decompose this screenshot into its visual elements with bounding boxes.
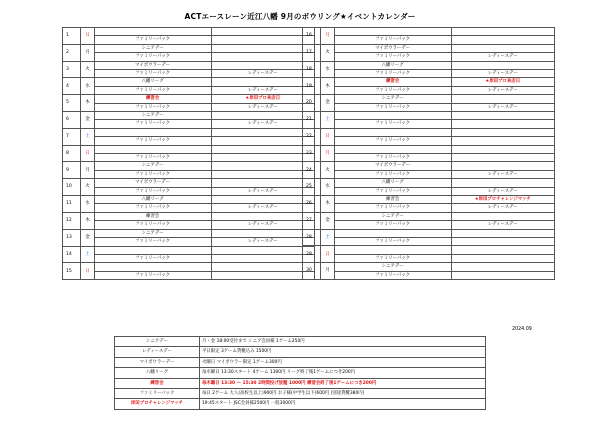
day-number: 27 <box>303 212 321 229</box>
weekday: 月 <box>321 28 334 45</box>
event-cell <box>334 229 451 237</box>
event-cell <box>211 78 314 86</box>
event-cell: レディースデー <box>451 53 554 61</box>
event-cell <box>211 137 314 145</box>
event-cell: ★岸田プロ来店日 <box>451 78 554 86</box>
calendar-row <box>63 120 315 128</box>
weekday: 水 <box>321 61 334 78</box>
event-cell <box>211 61 314 69</box>
weekday: 日 <box>81 145 94 162</box>
weekday: 火 <box>321 44 334 61</box>
legend-label: シニアデー <box>115 337 200 347</box>
event-cell <box>334 145 451 153</box>
event-cell <box>211 229 314 237</box>
legend-label: 八幡リーグ <box>115 368 200 378</box>
event-cell <box>451 61 554 69</box>
calendar-row <box>63 61 315 69</box>
event-cell: シニアデー <box>334 263 451 271</box>
day-number: 11 <box>63 196 81 213</box>
day-number: 23 <box>303 145 321 162</box>
event-cell <box>211 53 314 61</box>
event-cell <box>211 36 314 44</box>
event-cell: ファミリーパック <box>94 221 211 229</box>
event-cell <box>211 263 314 271</box>
day-number: 30 <box>303 263 321 280</box>
calendar-row <box>63 238 315 246</box>
day-number: 17 <box>303 44 321 61</box>
day-number: 26 <box>303 196 321 213</box>
event-cell: ファミリーパック <box>334 254 451 262</box>
weekday: 金 <box>321 95 334 112</box>
day-number: 6 <box>63 112 81 129</box>
event-cell <box>451 137 554 145</box>
weekday: 木 <box>321 196 334 213</box>
calendar-row <box>63 36 315 44</box>
event-cell <box>451 120 554 128</box>
legend-row <box>115 347 486 357</box>
calendar-row <box>63 103 315 111</box>
weekday: 火 <box>81 61 94 78</box>
calendar-row <box>63 254 315 262</box>
calendar-row <box>63 154 315 162</box>
day-number: 13 <box>63 229 81 246</box>
event-cell <box>211 246 314 254</box>
event-cell <box>211 179 314 187</box>
event-cell: ファミリーパック <box>94 103 211 111</box>
event-cell: ファミリーパック <box>94 86 211 94</box>
event-cell: レディースデー <box>211 238 314 246</box>
event-cell <box>211 154 314 162</box>
event-cell: シニアデー <box>94 112 211 120</box>
event-cell <box>451 28 554 36</box>
event-cell: レディースデー <box>211 221 314 229</box>
legend-table <box>114 336 486 410</box>
event-cell: ファミリーパック <box>334 36 451 44</box>
event-cell: シニアデー <box>94 229 211 237</box>
calendar-row <box>63 28 315 36</box>
event-cell: ファミリーパック <box>94 204 211 212</box>
event-cell: ファミリーパック <box>334 120 451 128</box>
legend-description: 平日限定 3ゲーム貸靴込み 1500円 <box>200 347 486 357</box>
event-cell: ファミリーパック <box>94 53 211 61</box>
calendar-row <box>63 187 315 195</box>
calendar-row <box>303 254 555 262</box>
calendar-row <box>63 204 315 212</box>
day-number: 5 <box>63 95 81 112</box>
event-cell <box>451 95 554 103</box>
calendar-right <box>302 27 555 280</box>
event-cell: レディースデー <box>211 70 314 78</box>
weekday: 土 <box>81 128 94 145</box>
weekday: 日 <box>81 28 94 45</box>
event-cell: ファミリーパック <box>334 271 451 279</box>
legend-description: 19:45スタート JSC会員様2500円 一般3000円 <box>200 399 486 409</box>
event-cell: ファミリーパック <box>94 120 211 128</box>
calendar-row <box>63 179 315 187</box>
weekday: 金 <box>81 229 94 246</box>
event-cell <box>211 196 314 204</box>
event-cell: 八幡リーグ <box>334 61 451 69</box>
event-cell: ファミリーパック <box>334 103 451 111</box>
year-label: 2024.09 <box>512 327 532 332</box>
event-cell <box>451 254 554 262</box>
day-number: 4 <box>63 78 81 95</box>
event-cell <box>94 28 211 36</box>
event-cell: ★岸田プロチャレンジマッチ <box>451 196 554 204</box>
legend-description: 火曜日 マイボウラー限定 1ゲーム300円 <box>200 357 486 367</box>
event-cell: ファミリーパック <box>94 170 211 178</box>
legend-row <box>115 378 486 388</box>
calendar-row <box>303 78 555 86</box>
day-number: 19 <box>303 78 321 95</box>
event-cell <box>334 128 451 136</box>
event-cell <box>334 28 451 36</box>
event-cell: マイボウラーデー <box>94 61 211 69</box>
day-number: 16 <box>303 28 321 45</box>
legend-label: レディースデー <box>115 347 200 357</box>
event-cell <box>211 162 314 170</box>
event-cell <box>451 179 554 187</box>
event-cell: ファミリーパック <box>334 53 451 61</box>
event-cell: ファミリーパック <box>334 86 451 94</box>
weekday: 月 <box>321 145 334 162</box>
event-cell <box>451 128 554 136</box>
weekday: 水 <box>81 78 94 95</box>
calendar-row <box>303 221 555 229</box>
day-number: 18 <box>303 61 321 78</box>
calendar-row <box>303 86 555 94</box>
weekday: 木 <box>81 95 94 112</box>
event-cell: ファミリーパック <box>94 271 211 279</box>
event-cell <box>211 145 314 153</box>
calendar-row <box>63 271 315 279</box>
calendar-row <box>303 145 555 153</box>
event-cell: ファミリーパック <box>334 137 451 145</box>
event-cell <box>94 246 211 254</box>
weekday: 火 <box>321 162 334 179</box>
day-number: 25 <box>303 179 321 196</box>
weekday: 木 <box>321 78 334 95</box>
event-cell <box>211 44 314 52</box>
event-cell <box>334 246 451 254</box>
calendar-row <box>303 170 555 178</box>
day-number: 15 <box>63 263 81 280</box>
event-cell: ファミリーパック <box>94 70 211 78</box>
event-cell: シニアデー <box>94 162 211 170</box>
event-cell: ファミリーパック <box>94 254 211 262</box>
event-cell <box>334 112 451 120</box>
event-cell: レディースデー <box>451 70 554 78</box>
calendar-row <box>63 145 315 153</box>
legend-row <box>115 357 486 367</box>
event-cell <box>451 44 554 52</box>
event-cell: ファミリーパック <box>334 238 451 246</box>
event-cell <box>451 145 554 153</box>
weekday: 水 <box>81 196 94 213</box>
event-cell: ファミリーパック <box>334 70 451 78</box>
event-cell: 練習会 <box>94 212 211 220</box>
day-number: 12 <box>63 212 81 229</box>
legend-label: 岸田プロチャレンジマッチ <box>115 399 200 409</box>
day-number: 1 <box>63 28 81 45</box>
event-cell <box>451 271 554 279</box>
event-cell <box>451 263 554 271</box>
event-cell: マイボウラーデー <box>334 44 451 52</box>
weekday: 日 <box>321 128 334 145</box>
calendar-row <box>303 212 555 220</box>
calendar-row <box>303 120 555 128</box>
event-cell <box>451 212 554 220</box>
event-cell: レディースデー <box>211 204 314 212</box>
calendar-row <box>63 229 315 237</box>
calendar-row <box>303 196 555 204</box>
event-cell <box>94 128 211 136</box>
event-cell: レディースデー <box>451 204 554 212</box>
calendar-row <box>63 95 315 103</box>
calendar-row <box>63 78 315 86</box>
calendar-row <box>303 36 555 44</box>
calendar-row <box>303 44 555 52</box>
weekday: 日 <box>321 246 334 263</box>
calendar-row <box>63 86 315 94</box>
event-cell: ファミリーパック <box>94 36 211 44</box>
weekday: 土 <box>81 246 94 263</box>
weekday: 月 <box>81 162 94 179</box>
event-cell: 練習会 <box>334 78 451 86</box>
calendar-row <box>63 162 315 170</box>
event-cell: レディースデー <box>451 103 554 111</box>
calendar-row <box>303 28 555 36</box>
event-cell: シニアデー <box>94 44 211 52</box>
event-cell <box>211 112 314 120</box>
weekday: 月 <box>321 263 334 280</box>
calendar-row <box>303 61 555 69</box>
calendar-row <box>303 137 555 145</box>
calendar-row <box>303 271 555 279</box>
event-cell: シニアデー <box>334 95 451 103</box>
event-cell: 練習会 <box>334 196 451 204</box>
weekday: 月 <box>81 44 94 61</box>
event-cell: ファミリーパック <box>334 170 451 178</box>
event-cell: 練習会 <box>94 95 211 103</box>
weekday: 土 <box>321 112 334 129</box>
weekday: 金 <box>321 212 334 229</box>
event-cell: レディースデー <box>451 170 554 178</box>
event-cell <box>94 263 211 271</box>
event-cell <box>211 170 314 178</box>
calendar-row <box>63 112 315 120</box>
legend-row <box>115 389 486 399</box>
event-cell: シニアデー <box>334 212 451 220</box>
event-cell <box>451 36 554 44</box>
calendar-row <box>303 95 555 103</box>
event-cell <box>211 212 314 220</box>
weekday: 水 <box>321 179 334 196</box>
day-number: 14 <box>63 246 81 263</box>
legend-label: 練習会 <box>115 378 200 388</box>
event-cell: レディースデー <box>211 187 314 195</box>
event-cell <box>211 254 314 262</box>
calendar-row <box>303 263 555 271</box>
calendar-row <box>303 103 555 111</box>
event-cell: ファミリーパック <box>334 221 451 229</box>
day-number: 29 <box>303 246 321 263</box>
calendar-row <box>303 128 555 136</box>
day-number: 8 <box>63 145 81 162</box>
legend-row <box>115 368 486 378</box>
calendar-row <box>303 162 555 170</box>
day-number: 21 <box>303 112 321 129</box>
calendar-row <box>63 53 315 61</box>
calendar-row <box>63 221 315 229</box>
calendar-row <box>63 70 315 78</box>
legend-description: 毎木曜日 13:30 ～ 15:30 2時間投げ放題 1000円 練習会終了後1ゲームにつき200円 <box>200 378 486 388</box>
event-cell <box>211 28 314 36</box>
event-cell: 八幡リーグ <box>94 196 211 204</box>
day-number: 28 <box>303 229 321 246</box>
calendar-row <box>303 187 555 195</box>
day-number: 10 <box>63 179 81 196</box>
event-cell: ファミリーパック <box>334 204 451 212</box>
event-cell: ファミリーパック <box>334 154 451 162</box>
event-cell: ファミリーパック <box>94 187 211 195</box>
event-cell: マイボウラーデー <box>94 179 211 187</box>
calendar-row <box>303 238 555 246</box>
calendar-row <box>63 263 315 271</box>
event-cell: 八幡リーグ <box>334 179 451 187</box>
legend-description: 毎水曜日 13:30スタート 4ゲーム 1300円 リーグ終了後1ゲームにつき200円 <box>200 368 486 378</box>
calendar-row <box>303 204 555 212</box>
weekday: 木 <box>81 212 94 229</box>
calendar-row <box>63 137 315 145</box>
event-cell: ファミリーパック <box>334 187 451 195</box>
day-number: 7 <box>63 128 81 145</box>
calendar-row <box>63 212 315 220</box>
legend-row <box>115 337 486 347</box>
event-cell <box>451 162 554 170</box>
weekday: 火 <box>81 179 94 196</box>
calendar-row <box>303 112 555 120</box>
event-cell: 八幡リーグ <box>94 78 211 86</box>
calendar-row <box>63 170 315 178</box>
event-cell: レディースデー <box>451 187 554 195</box>
event-cell: ファミリーパック <box>94 137 211 145</box>
event-cell: ファミリーパック <box>94 238 211 246</box>
event-cell <box>451 229 554 237</box>
event-cell: レディースデー <box>451 221 554 229</box>
event-cell <box>211 128 314 136</box>
event-cell <box>451 246 554 254</box>
calendar-row <box>303 70 555 78</box>
event-cell <box>211 271 314 279</box>
event-cell <box>451 112 554 120</box>
calendar-row <box>303 154 555 162</box>
event-cell: レディースデー <box>211 86 314 94</box>
page-title: ACTエースレーン近江八幡 9月のボウリング★イベントカレンダー <box>184 12 416 21</box>
legend-description: 毎日 2ゲーム 大人(高校生以上)900円 お子様(中学生以下)600円 (別途貸靴380円) <box>200 389 486 399</box>
weekday: 土 <box>321 229 334 246</box>
weekday: 日 <box>81 263 94 280</box>
day-number: 2 <box>63 44 81 61</box>
event-cell: レディースデー <box>211 120 314 128</box>
calendar-row <box>303 179 555 187</box>
event-cell: レディースデー <box>451 86 554 94</box>
event-cell: ★岸田プロ来店日 <box>211 95 314 103</box>
legend-row <box>115 399 486 409</box>
calendar-row <box>63 128 315 136</box>
calendar-row <box>303 246 555 254</box>
calendar-row <box>63 44 315 52</box>
calendar-row <box>303 53 555 61</box>
calendar-row <box>63 196 315 204</box>
event-cell <box>451 238 554 246</box>
day-number: 3 <box>63 61 81 78</box>
calendar-row <box>303 229 555 237</box>
calendar-row <box>63 246 315 254</box>
day-number: 9 <box>63 162 81 179</box>
event-cell: マイボウラーデー <box>334 162 451 170</box>
event-cell <box>94 145 211 153</box>
event-cell <box>451 154 554 162</box>
legend-label: ファミリーパック <box>115 389 200 399</box>
day-number: 20 <box>303 95 321 112</box>
event-cell: ファミリーパック <box>94 154 211 162</box>
legend-description: 月・金 18:00受付まで シニア会員様 1ゲーム250円 <box>200 337 486 347</box>
day-number: 24 <box>303 162 321 179</box>
legend-label: マイボウラーデー <box>115 357 200 367</box>
weekday: 金 <box>81 112 94 129</box>
day-number: 22 <box>303 128 321 145</box>
event-cell: レディースデー <box>211 103 314 111</box>
calendar-left <box>62 27 315 280</box>
